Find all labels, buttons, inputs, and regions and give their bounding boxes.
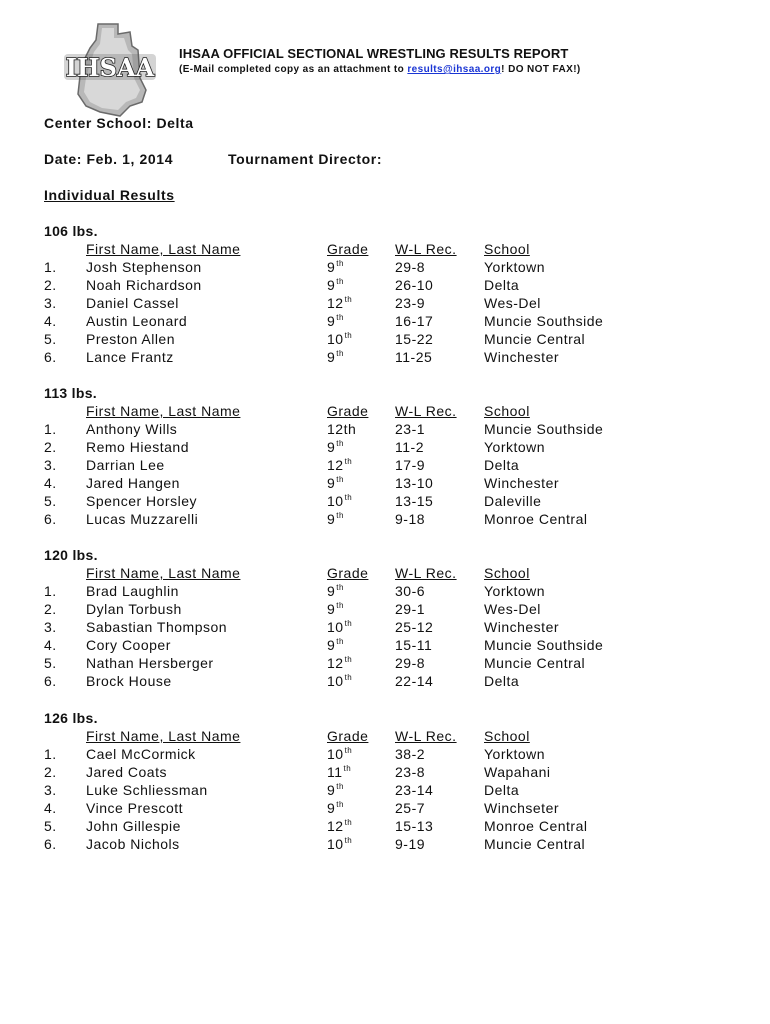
place: 3. xyxy=(44,619,57,635)
wrestler-name: Lucas Muzzarelli xyxy=(86,511,199,527)
school: Wes-Del xyxy=(484,295,541,311)
wrestler-name: Cory Cooper xyxy=(86,637,171,653)
win-loss-record: 38-2 xyxy=(395,746,426,762)
grade-value: 9 xyxy=(327,439,336,455)
wrestler-name: Brad Laughlin xyxy=(86,583,179,599)
place: 1. xyxy=(44,421,57,437)
wrestler-name: Luke Schliessman xyxy=(86,782,208,798)
school: Delta xyxy=(484,673,520,689)
grade-value: 9 xyxy=(327,511,336,527)
grade xyxy=(327,475,344,491)
win-loss-record: 15-13 xyxy=(395,818,434,834)
column-header-grade: Grade xyxy=(327,565,369,581)
wrestler-name: Daniel Cassel xyxy=(86,295,179,311)
win-loss-record: 29-8 xyxy=(395,259,426,275)
column-header-row xyxy=(44,241,724,259)
result-row xyxy=(44,295,724,313)
wrestler-name: Vince Prescott xyxy=(86,800,184,816)
grade xyxy=(327,511,344,527)
wrestler-name: Noah Richardson xyxy=(86,277,202,293)
result-row xyxy=(44,475,724,493)
grade-value: 9 xyxy=(327,277,336,293)
grade-value: 10 xyxy=(327,673,344,689)
result-row xyxy=(44,601,724,619)
column-header-name: First Name, Last Name xyxy=(86,728,241,744)
grade-suffix: th xyxy=(343,764,352,773)
wrestler-name: Austin Leonard xyxy=(86,313,188,329)
report-subtitle xyxy=(179,64,581,75)
grade xyxy=(327,601,344,617)
school: Winchester xyxy=(484,475,560,491)
subtitle-prefix: (E-Mail completed copy as an attachment to xyxy=(179,64,408,75)
wrestler-name: Dylan Torbush xyxy=(86,601,182,617)
win-loss-record: 15-22 xyxy=(395,331,434,347)
grade-value: 12 xyxy=(327,457,344,473)
wrestler-name: John Gillespie xyxy=(86,818,181,834)
grade-value: 10 xyxy=(327,836,344,852)
results-email-link[interactable]: results@ihsaa.org xyxy=(407,64,502,75)
win-loss-record: 23-1 xyxy=(395,421,426,437)
school: Yorktown xyxy=(484,583,546,599)
result-row xyxy=(44,259,724,277)
column-header-school: School xyxy=(484,403,530,419)
grade-suffix: th xyxy=(344,457,353,466)
result-row xyxy=(44,836,724,854)
result-row xyxy=(44,818,724,836)
grade-suffix: th xyxy=(336,439,344,448)
grade xyxy=(327,493,352,509)
column-header-name: First Name, Last Name xyxy=(86,241,241,257)
place: 2. xyxy=(44,764,57,780)
weight-class-label: 126 lbs. xyxy=(44,710,98,726)
result-row xyxy=(44,764,724,782)
school: Muncie Southside xyxy=(484,637,604,653)
column-header-grade: Grade xyxy=(327,728,369,744)
wrestler-name: Darrian Lee xyxy=(86,457,165,473)
wrestler-name: Josh Stephenson xyxy=(86,259,202,275)
grade xyxy=(327,457,352,473)
wrestler-name: Jacob Nichols xyxy=(86,836,180,852)
wrestler-name: Remo Hiestand xyxy=(86,439,189,455)
school: Delta xyxy=(484,782,520,798)
wrestler-name: Preston Allen xyxy=(86,331,175,347)
place: 6. xyxy=(44,836,57,852)
column-header-row xyxy=(44,403,724,421)
wrestler-name: Spencer Horsley xyxy=(86,493,197,509)
grade-suffix: th xyxy=(344,818,353,827)
place: 5. xyxy=(44,655,57,671)
school: Monroe Central xyxy=(484,511,588,527)
win-loss-record: 29-8 xyxy=(395,655,426,671)
column-header-grade: Grade xyxy=(327,403,369,419)
result-row xyxy=(44,782,724,800)
grade-value: 9 xyxy=(327,601,336,617)
result-row xyxy=(44,746,724,764)
school: Delta xyxy=(484,277,520,293)
column-header-grade: Grade xyxy=(327,241,369,257)
win-loss-record: 9-19 xyxy=(395,836,426,852)
grade xyxy=(327,259,344,275)
center-school: Center School: Delta xyxy=(44,115,194,131)
tournament-director: Tournament Director: xyxy=(228,151,383,167)
place: 3. xyxy=(44,295,57,311)
column-header-record: W-L Rec. xyxy=(395,403,457,419)
result-row xyxy=(44,439,724,457)
grade xyxy=(327,836,352,852)
grade xyxy=(327,583,344,599)
report-title: IHSAA OFFICIAL SECTIONAL WRESTLING RESULTS REPORT xyxy=(179,46,569,61)
column-header-row xyxy=(44,728,724,746)
win-loss-record: 17-9 xyxy=(395,457,426,473)
grade-suffix: th xyxy=(336,313,344,322)
school: Muncie Southside xyxy=(484,313,604,329)
logo-text: IHSAA xyxy=(65,53,155,82)
school: Yorktown xyxy=(484,439,546,455)
school: Muncie Southside xyxy=(484,421,604,437)
school: Wapahani xyxy=(484,764,551,780)
grade-value: 12th xyxy=(327,421,357,437)
grade xyxy=(327,439,344,455)
place: 6. xyxy=(44,349,57,365)
grade-suffix: th xyxy=(336,601,344,610)
place: 1. xyxy=(44,746,57,762)
win-loss-record: 11-2 xyxy=(395,439,424,455)
grade-suffix: th xyxy=(336,475,344,484)
place: 5. xyxy=(44,331,57,347)
place: 3. xyxy=(44,782,57,798)
grade xyxy=(327,331,352,347)
grade-suffix: th xyxy=(344,746,353,755)
result-row xyxy=(44,313,724,331)
grade-value: 11 xyxy=(327,764,343,780)
grade-suffix: th xyxy=(344,836,353,845)
result-row xyxy=(44,511,724,529)
column-header-name: First Name, Last Name xyxy=(86,403,241,419)
grade xyxy=(327,782,344,798)
result-row xyxy=(44,655,724,673)
grade-suffix: th xyxy=(336,800,344,809)
weight-class-label: 106 lbs. xyxy=(44,223,98,239)
place: 3. xyxy=(44,457,57,473)
grade xyxy=(327,655,352,671)
school: Muncie Central xyxy=(484,836,586,852)
column-header-record: W-L Rec. xyxy=(395,565,457,581)
result-row xyxy=(44,493,724,511)
weight-class-label: 113 lbs. xyxy=(44,385,97,401)
win-loss-record: 13-15 xyxy=(395,493,434,509)
grade-value: 12 xyxy=(327,655,344,671)
win-loss-record: 29-1 xyxy=(395,601,426,617)
win-loss-record: 15-11 xyxy=(395,637,433,653)
place: 4. xyxy=(44,475,57,491)
win-loss-record: 25-7 xyxy=(395,800,426,816)
school: Muncie Central xyxy=(484,331,586,347)
wrestler-name: Nathan Hersberger xyxy=(86,655,214,671)
win-loss-record: 23-8 xyxy=(395,764,426,780)
column-header-name: First Name, Last Name xyxy=(86,565,241,581)
win-loss-record: 22-14 xyxy=(395,673,434,689)
school: Muncie Central xyxy=(484,655,586,671)
result-row xyxy=(44,277,724,295)
place: 1. xyxy=(44,259,57,275)
win-loss-record: 13-10 xyxy=(395,475,434,491)
grade-value: 10 xyxy=(327,331,344,347)
place: 1. xyxy=(44,583,57,599)
ihsaa-logo xyxy=(60,20,160,120)
grade-suffix: th xyxy=(336,259,344,268)
school: Delta xyxy=(484,457,520,473)
result-row xyxy=(44,349,724,367)
grade-value: 10 xyxy=(327,493,344,509)
wrestler-name: Jared Coats xyxy=(86,764,167,780)
grade-value: 9 xyxy=(327,782,336,798)
grade-suffix: th xyxy=(344,619,353,628)
grade xyxy=(327,619,352,635)
result-row xyxy=(44,619,724,637)
result-row xyxy=(44,457,724,475)
result-row xyxy=(44,583,724,601)
place: 4. xyxy=(44,313,57,329)
school: Winchester xyxy=(484,619,560,635)
school: Monroe Central xyxy=(484,818,588,834)
school: Wes-Del xyxy=(484,601,541,617)
wrestler-name: Lance Frantz xyxy=(86,349,174,365)
grade-suffix: th xyxy=(336,349,344,358)
win-loss-record: 26-10 xyxy=(395,277,434,293)
school: Yorktown xyxy=(484,746,546,762)
subtitle-suffix: ! DO NOT FAX!) xyxy=(501,64,581,75)
grade-suffix: th xyxy=(344,331,353,340)
grade xyxy=(327,764,351,780)
win-loss-record: 23-9 xyxy=(395,295,426,311)
place: 2. xyxy=(44,601,57,617)
grade-value: 10 xyxy=(327,619,344,635)
grade-suffix: th xyxy=(336,782,344,791)
school: Winchester xyxy=(484,349,560,365)
column-header-school: School xyxy=(484,565,530,581)
grade-suffix: th xyxy=(344,295,353,304)
grade xyxy=(327,800,344,816)
result-row xyxy=(44,331,724,349)
wrestler-name: Brock House xyxy=(86,673,172,689)
grade-suffix: th xyxy=(344,655,353,664)
grade xyxy=(327,746,352,762)
grade-value: 12 xyxy=(327,295,344,311)
place: 5. xyxy=(44,818,57,834)
win-loss-record: 25-12 xyxy=(395,619,434,635)
grade-value: 9 xyxy=(327,313,336,329)
column-header-school: School xyxy=(484,728,530,744)
place: 6. xyxy=(44,673,57,689)
grade-value: 12 xyxy=(327,818,344,834)
wrestler-name: Cael McCormick xyxy=(86,746,196,762)
place: 4. xyxy=(44,637,57,653)
weight-class-label: 120 lbs. xyxy=(44,547,98,563)
grade-value: 9 xyxy=(327,349,336,365)
grade xyxy=(327,313,344,329)
school: Yorktown xyxy=(484,259,546,275)
place: 4. xyxy=(44,800,57,816)
grade-suffix: th xyxy=(344,673,353,682)
section-title: Individual Results xyxy=(44,187,175,203)
grade-value: 9 xyxy=(327,583,336,599)
grade xyxy=(327,295,352,311)
place: 2. xyxy=(44,439,57,455)
win-loss-record: 30-6 xyxy=(395,583,426,599)
column-header-row xyxy=(44,565,724,583)
wrestler-name: Anthony Wills xyxy=(86,421,178,437)
school: Daleville xyxy=(484,493,542,509)
grade xyxy=(327,637,344,653)
grade xyxy=(327,277,344,293)
column-header-record: W-L Rec. xyxy=(395,241,457,257)
result-row xyxy=(44,421,724,439)
column-header-record: W-L Rec. xyxy=(395,728,457,744)
place: 5. xyxy=(44,493,57,509)
grade-suffix: th xyxy=(336,511,344,520)
tournament-date: Date: Feb. 1, 2014 xyxy=(44,151,174,167)
grade xyxy=(327,818,352,834)
column-header-school: School xyxy=(484,241,530,257)
win-loss-record: 11-25 xyxy=(395,349,433,365)
wrestler-name: Jared Hangen xyxy=(86,475,180,491)
grade-suffix: th xyxy=(336,277,344,286)
grade-value: 10 xyxy=(327,746,344,762)
result-row xyxy=(44,800,724,818)
grade-suffix: th xyxy=(336,583,344,592)
win-loss-record: 16-17 xyxy=(395,313,434,329)
grade xyxy=(327,349,344,365)
wrestler-name: Sabastian Thompson xyxy=(86,619,228,635)
result-row xyxy=(44,637,724,655)
place: 6. xyxy=(44,511,57,527)
grade-value: 9 xyxy=(327,475,336,491)
win-loss-record: 23-14 xyxy=(395,782,434,798)
place: 2. xyxy=(44,277,57,293)
school: Winchseter xyxy=(484,800,560,816)
grade-value: 9 xyxy=(327,259,336,275)
grade-value: 9 xyxy=(327,800,336,816)
grade-suffix: th xyxy=(344,493,353,502)
grade xyxy=(327,421,356,437)
grade xyxy=(327,673,352,689)
win-loss-record: 9-18 xyxy=(395,511,426,527)
result-row xyxy=(44,673,724,691)
grade-suffix: th xyxy=(336,637,344,646)
grade-value: 9 xyxy=(327,637,336,653)
